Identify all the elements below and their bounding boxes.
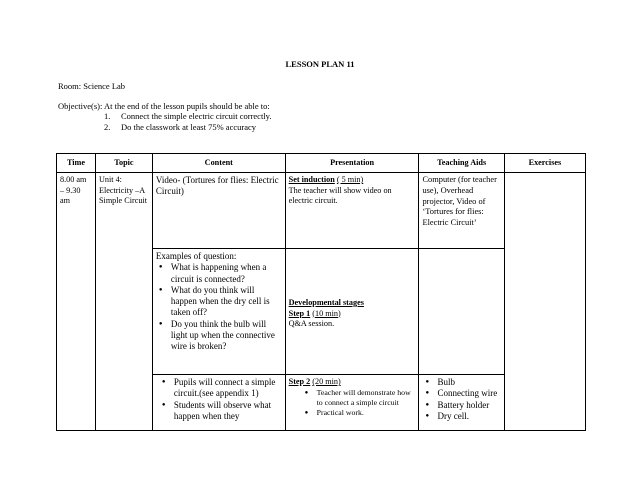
teaching-aids-cell xyxy=(419,375,504,431)
teaching-aids-cell xyxy=(419,249,504,375)
list-item: ● Dry cell. xyxy=(437,411,500,422)
header-topic: Topic xyxy=(95,154,152,173)
list-item: ● What do you think will happen when the dry cell is taken off? xyxy=(171,285,282,319)
header-teaching-aids: Teaching Aids xyxy=(419,154,504,173)
header-exercises: Exercises xyxy=(504,154,585,173)
list-item: ● Battery holder xyxy=(437,400,500,411)
list-item: ● What is happening when a circuit is connected? xyxy=(171,262,282,285)
list-item: ● Practical work. xyxy=(317,408,416,418)
list-item: ● Teacher will demonstrate how to connect a simple circuit xyxy=(317,388,416,408)
list-item: ● Connecting wire xyxy=(437,388,500,399)
objective-item: 1. Connect the simple electric circuit correctly. xyxy=(104,111,272,121)
content-cell xyxy=(152,375,285,431)
step2-list xyxy=(289,388,416,418)
content-cell: Video- (Tortures for flies: Electric Circuit) xyxy=(152,173,285,249)
question-list xyxy=(156,262,282,352)
objective-item: 2. Do the classwork at least 75% accuracy xyxy=(104,122,256,132)
materials-list xyxy=(422,377,500,422)
presentation-cell: Step 2 (20 min) ● Teacher will demonstrate how to connect a simple circuit ● Practical work. xyxy=(285,375,419,431)
activity-list xyxy=(156,377,282,422)
page-title: LESSON PLAN 11 xyxy=(285,59,355,69)
header-content: Content xyxy=(152,154,285,173)
time-cell: 8.00 am – 9.30 am xyxy=(57,173,96,431)
teaching-aids-cell: Computer (for teacher use), Overhead projector, Video of ‘Tortures for flies: Electric Circuit’ xyxy=(419,173,504,249)
header-presentation: Presentation xyxy=(285,154,419,173)
objective-intro: Objective(s): At the end of the lesson pupils should be able to: xyxy=(58,101,270,111)
list-item: ● Do you think the bulb will light up when the connective wire is broken? xyxy=(171,319,282,353)
exercises-cell xyxy=(504,173,585,431)
list-item: ● Pupils will connect a simple circuit.(see appendix 1) xyxy=(174,377,282,400)
content-cell: Examples of question: ● What is happening when a circuit is connected? ● What do you think will happen when the dry cell is taken off? ● Do you think the bulb will light up when the connective wire is broken? xyxy=(152,249,285,375)
table-row xyxy=(57,173,586,249)
objective-list xyxy=(104,111,272,133)
topic-cell: Unit 4: Electricity –A Simple Circuit xyxy=(95,173,152,431)
presentation-cell: Developmental stages Step 1 (10 min) Q&A session. xyxy=(285,249,419,375)
table-header-row xyxy=(57,154,586,173)
header-time: Time xyxy=(57,154,96,173)
lesson-plan-table xyxy=(56,153,586,431)
presentation-cell: Set induction ( 5 min) The teacher will show video on electric circuit. xyxy=(285,173,419,249)
room-line: Room: Science Lab xyxy=(58,81,126,91)
list-item: ● Bulb xyxy=(437,377,500,388)
list-item: ● Students will observe what happen when they xyxy=(174,400,282,423)
